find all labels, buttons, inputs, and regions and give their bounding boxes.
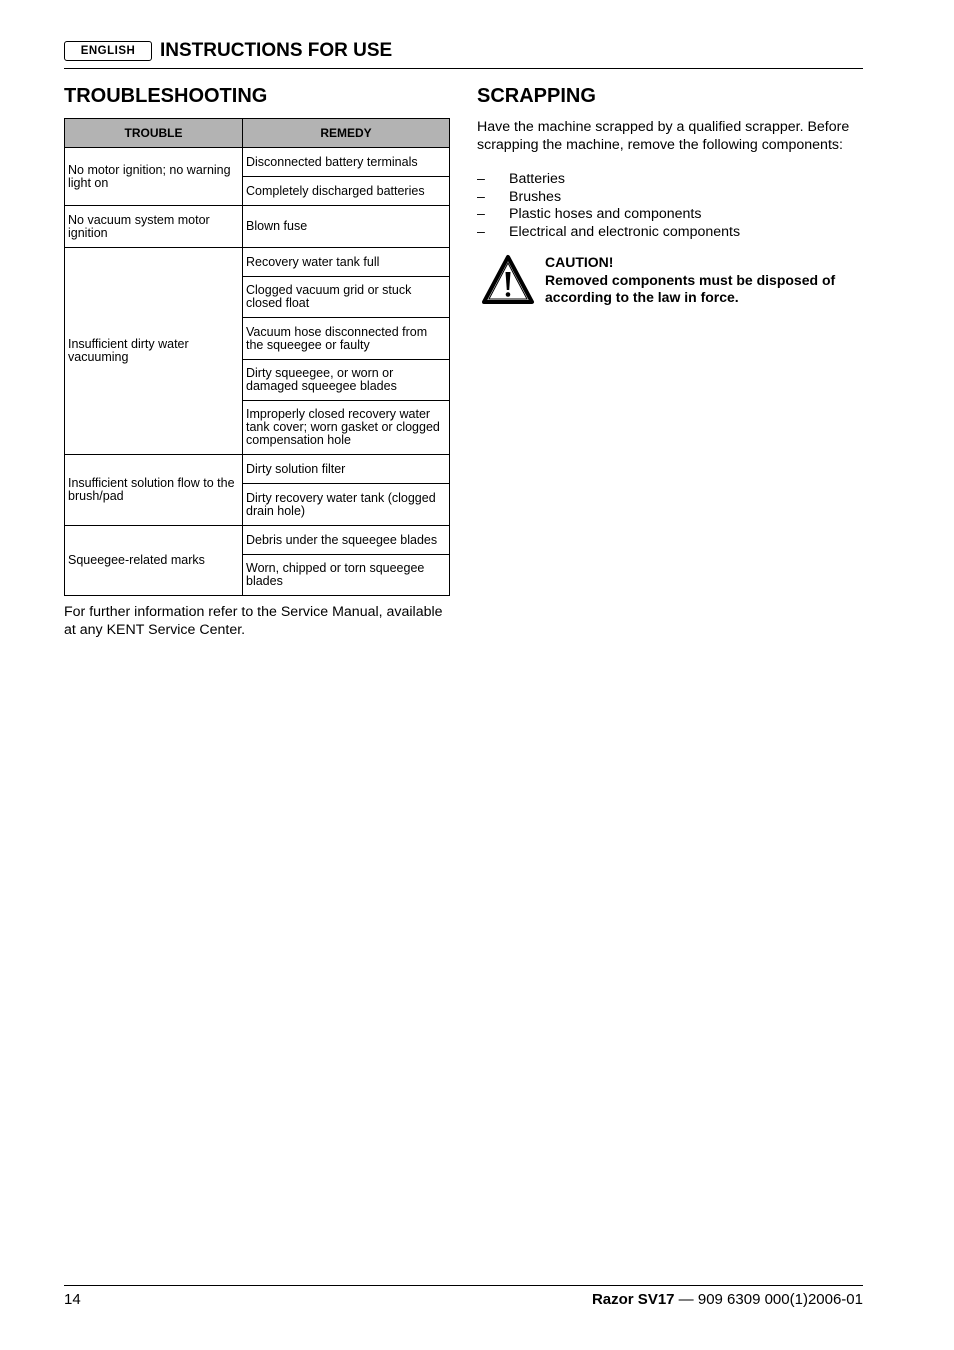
troubleshooting-table <box>64 118 450 596</box>
list-item-label: Electrical and electronic components <box>509 223 741 240</box>
service-manual-note: For further information refer to the Service Manual, available at any KENT Service Center. <box>64 604 443 638</box>
bullet-dash: – <box>477 171 485 187</box>
scrapping-intro: Have the machine scrapped by a qualified scrapper. Before scrapping the machine, remove the following components: <box>477 119 850 153</box>
troubleshooting-title: TROUBLESHOOTING <box>64 85 268 107</box>
remedy-cell: Disconnected battery terminals <box>243 148 450 177</box>
trouble-cell: Insufficient dirty water vacuuming <box>65 248 243 455</box>
trouble-cell: Squeegee-related marks <box>65 526 243 596</box>
header-title: INSTRUCTIONS FOR USE <box>160 40 393 61</box>
caution-title: CAUTION! <box>545 254 614 270</box>
remedy-cell: Clogged vacuum grid or stuck closed float <box>243 277 450 318</box>
page-number: 14 <box>64 1291 81 1308</box>
document-reference <box>592 1291 863 1308</box>
components-list <box>477 171 740 241</box>
table-row <box>65 526 450 555</box>
list-item <box>477 189 740 207</box>
caution-box <box>545 254 865 307</box>
remedy-cell: Completely discharged batteries <box>243 177 450 206</box>
remedy-cell: Blown fuse <box>243 206 450 248</box>
footer-rule <box>64 1285 863 1286</box>
remedy-cell: Dirty recovery water tank (clogged drain hole) <box>243 484 450 526</box>
table-row <box>65 206 450 248</box>
column-header-trouble: TROUBLE <box>65 119 243 148</box>
caution-text: Removed components must be disposed of according to the law in force. <box>545 271 836 306</box>
header-rule <box>64 68 863 69</box>
language-badge: ENGLISH <box>64 41 152 61</box>
reference-code: — 909 6309 000(1)2006-01 <box>674 1291 863 1308</box>
table-row <box>65 455 450 484</box>
warning-triangle-icon <box>481 254 535 306</box>
list-item <box>477 171 740 189</box>
list-item <box>477 206 740 224</box>
model-name: Razor SV17 <box>591 1291 675 1308</box>
bullet-dash: – <box>477 223 485 240</box>
remedy-cell: Debris under the squeegee blades <box>243 526 450 555</box>
bullet-dash: – <box>477 188 485 205</box>
trouble-cell: No motor ignition; no warning light on <box>65 148 243 206</box>
remedy-cell: Recovery water tank full <box>243 248 450 277</box>
list-item-label: Plastic hoses and components <box>509 206 702 223</box>
remedy-cell: Dirty squeegee, or worn or damaged squeegee blades <box>243 360 450 401</box>
table-header-row <box>65 119 450 148</box>
list-item <box>477 224 740 242</box>
bullet-dash: – <box>477 206 485 223</box>
remedy-cell: Dirty solution filter <box>243 455 450 484</box>
trouble-cell: No vacuum system motor ignition <box>65 206 243 248</box>
remedy-cell: Worn, chipped or torn squeegee blades <box>243 555 450 596</box>
remedy-cell: Vacuum hose disconnected from the squeegee or faulty <box>243 318 450 360</box>
trouble-cell: Insufficient solution flow to the brush/pad <box>65 455 243 526</box>
table-row <box>65 248 450 277</box>
column-header-remedy: REMEDY <box>243 119 450 148</box>
list-item-label: Batteries <box>509 171 565 187</box>
list-item-label: Brushes <box>509 188 562 205</box>
remedy-cell: Improperly closed recovery water tank cover; worn gasket or clogged compensation hole <box>243 401 450 455</box>
scrapping-title: SCRAPPING <box>477 85 596 107</box>
table-row <box>65 148 450 177</box>
